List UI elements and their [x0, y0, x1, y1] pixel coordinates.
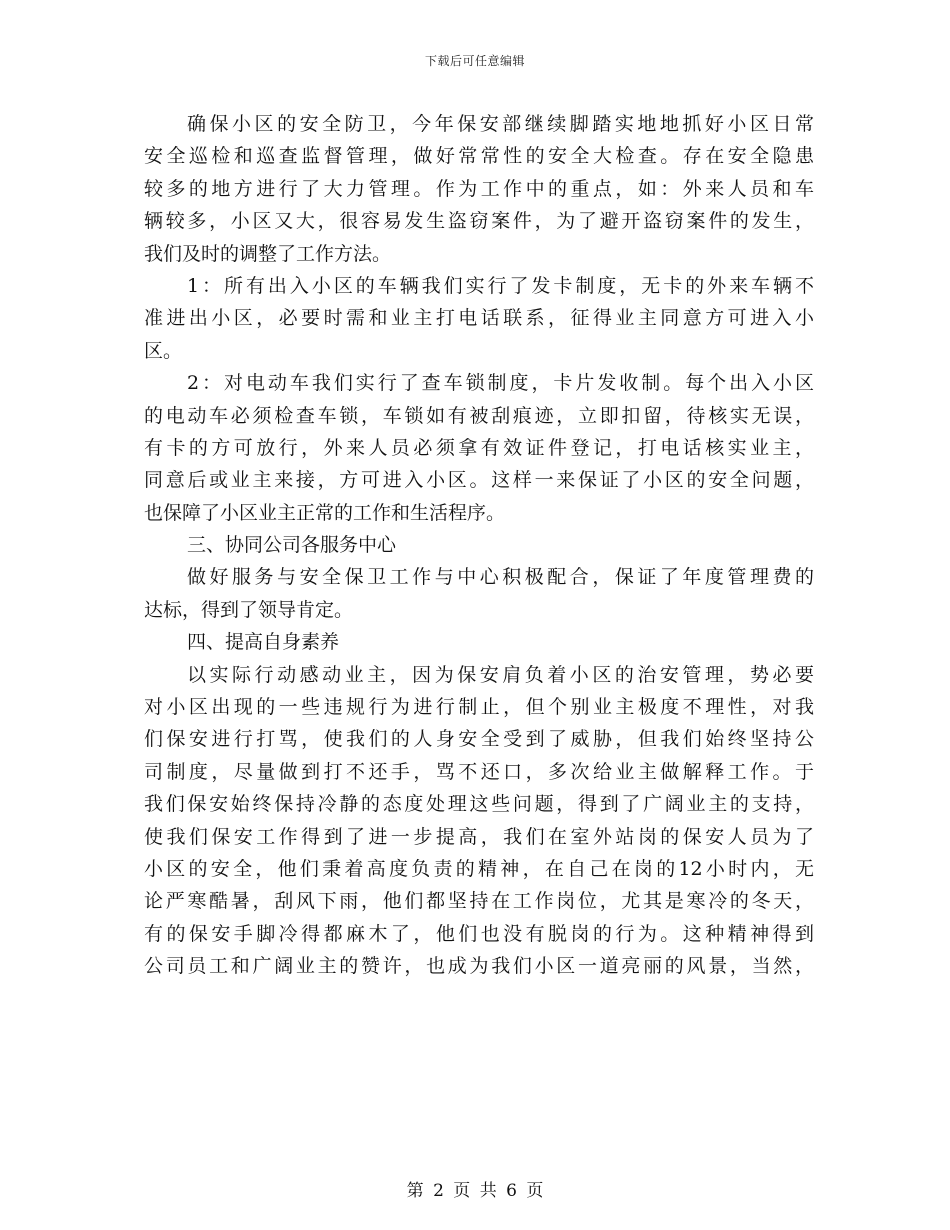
text-line: 有卡的方可放行，外来人员必须拿有效证件登记，打电话核实业主，: [144, 436, 814, 459]
text-line: 区。: [144, 339, 183, 362]
text-line: 以实际行动感动业主，因为保安肩负着小区的治安管理，势必要: [187, 663, 814, 686]
text-line: 也保障了小区业主正常的工作和生活程序。: [144, 501, 506, 524]
text-line: 使我们保安工作得到了进一步提高，我们在室外站岗的保安人员为了: [144, 825, 814, 848]
text-line: 1：所有出入小区的车辆我们实行了发卡制度，无卡的外来车辆不: [187, 274, 814, 297]
page-header-note: 下载后可任意编辑: [424, 54, 525, 68]
text-line: 辆较多，小区又大，很容易发生盗窃案件，为了避开盗窃案件的发生，: [144, 210, 814, 233]
text-line: 司制度，尽量做到打不还手，骂不还口，多次给业主做解释工作。于: [144, 760, 814, 783]
text-line: 论严寒酷暑，刮风下雨，他们都坚持在工作岗位，尤其是寒冷的冬天，: [144, 890, 814, 913]
text-line: 我们保安始终保持冷静的态度处理这些问题，得到了广阔业主的支持，: [144, 793, 814, 816]
text-line: 做好服务与安全保卫工作与中心积极配合，保证了年度管理费的: [187, 566, 814, 589]
text-line: 我们及时的调整了工作方法。: [144, 242, 392, 265]
section-heading: 四、提高自身素养: [187, 631, 340, 654]
text-line: 小区的安全，他们秉着高度负责的精神，在自己在岗的12小时内，无: [144, 857, 814, 880]
text-line: 公司员工和广阔业主的赞许，也成为我们小区一道亮丽的风景，当然，: [144, 955, 814, 978]
text-line: 达标，得到了领导肯定。: [144, 598, 354, 621]
section-heading: 三、协同公司各服务中心: [187, 534, 397, 557]
text-line: 较多的地方进行了大力管理。作为工作中的重点，如：外来人员和车: [144, 177, 814, 200]
text-line: 对小区出现的一些违规行为进行制止，但个别业主极度不理性，对我: [144, 696, 814, 719]
text-line: 确保小区的安全防卫，今年保安部继续脚踏实地地抓好小区日常: [187, 113, 814, 135]
text-line: 有的保安手脚冷得都麻木了，他们也没有脱岗的行为。这种精神得到: [144, 922, 814, 945]
text-line: 同意后或业主来接，方可进入小区。这样一来保证了小区的安全问题，: [144, 469, 814, 492]
text-line: 的电动车必须检查车锁，车锁如有被刮痕迹，立即扣留，待核实无误，: [144, 404, 814, 427]
page-number-footer: 第 2 页 共 6 页: [406, 1181, 544, 1201]
text-line: 准进出小区，必要时需和业主打电话联系，征得业主同意方可进入小: [144, 307, 814, 330]
text-line: 们保安进行打骂，使我们的人身安全受到了威胁，但我们始终坚持公: [144, 728, 814, 751]
text-line: 安全巡检和巡查监督管理，做好常常性的安全大检查。存在安全隐患: [144, 145, 814, 168]
text-line: 2：对电动车我们实行了查车锁制度，卡片发收制。每个出入小区: [187, 372, 814, 395]
document-body: [144, 108, 814, 983]
